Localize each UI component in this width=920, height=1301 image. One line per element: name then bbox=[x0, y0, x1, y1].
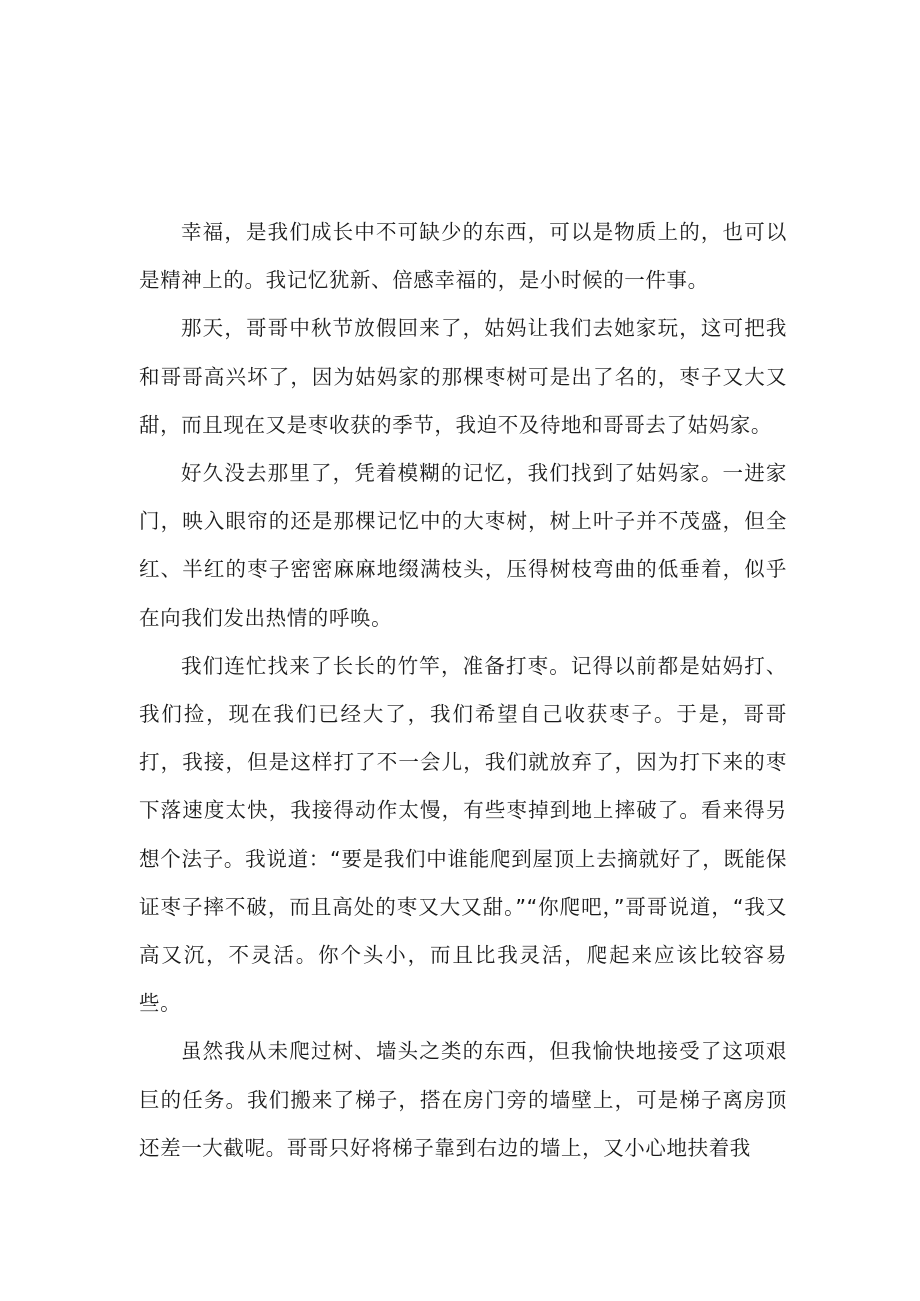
paragraph-1: 幸福，是我们成长中不可缺少的东西，可以是物质上的，也可以是精神上的。我记忆犹新、倍感幸福的，是小时候的一件事。 bbox=[139, 220, 787, 293]
paragraph-3: 好久没去那里了，凭着模糊的记忆，我们找到了姑妈家。一进家门，映入眼帘的还是那棵记忆中的大枣树，树上叶子并不茂盛，但全红、半红的枣子密密麻麻地缀满枝头，压得树枝弯曲的低垂着，似乎在向我们发出热情的呼唤。 bbox=[139, 461, 787, 630]
essay-body bbox=[139, 208, 787, 1172]
paragraph-2: 那天，哥哥中秋节放假回来了，姑妈让我们去她家玩，这可把我和哥哥高兴坏了，因为姑妈家的那棵枣树可是出了名的，枣子又大又甜，而且现在又是枣收获的季节，我迫不及待地和哥哥去了姑妈家。 bbox=[139, 316, 787, 437]
paragraph-5: 虽然我从未爬过树、墙头之类的东西，但我愉快地接受了这项艰巨的任务。我们搬来了梯子，搭在房门旁的墙壁上，可是梯子离房顶还差一大截呢。哥哥只好将梯子靠到右边的墙上，又小心地扶着我 bbox=[139, 1039, 787, 1160]
paragraph-4: 我们连忙找来了长长的竹竿，准备打枣。记得以前都是姑妈打、我们捡，现在我们已经大了，我们希望自己收获枣子。于是，哥哥打，我接，但是这样打了不一会儿，我们就放弃了，因为打下来的枣下落速度太快，我接得动作太慢，有些枣掉到地上摔破了。看来得另想个法子。我说道：“要是我们中谁能爬到屋顶上去摘就好了，既能保证枣子摔不破，而且高处的枣又大又甜。”“你爬吧，”哥哥说道，“我又高又沉，不灵活。你个头小，而且比我灵活，爬起来应该比较容易些。 bbox=[139, 653, 787, 1016]
